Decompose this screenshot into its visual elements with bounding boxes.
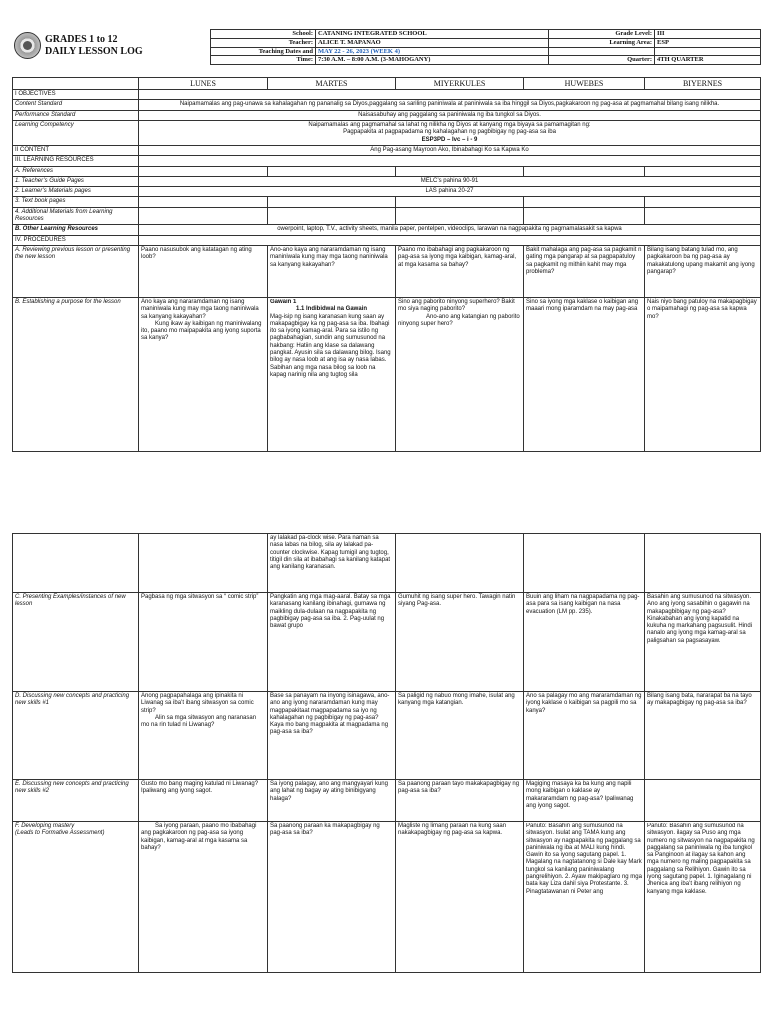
textbook-row — [13, 197, 761, 207]
procedure-a-huwebes: Bakit mahalaga ang pag-asa sa pagkamit n gating mga pangarap at sa pagpapatuloy sa pagkamit ng mithiin kahit may mga problema? — [524, 245, 645, 297]
content-label: II CONTENT — [13, 145, 139, 155]
procedure-d-biyernes: Bilang isang bata, nararapat ba na tayo ay makapagbigay ng pag-asa sa iba? — [645, 692, 761, 780]
procedure-f-miyerkules: Magliste ng limang paraan na kung saan nakakapagbigay ng pag-asa sa kapwa. — [396, 822, 524, 973]
quarter-label: Quarter: — [549, 56, 655, 65]
additional-materials-label: 4. Additional Materials from Learning Resources — [13, 207, 139, 225]
procedure-d-martes: Base sa panayam na inyong isinagawa, ano-ano ang iyong nararamdaman kung may magpapakitaat magpapadama sa iyo ng kahalagahan ng pagbibigay ng pag-asa? Kaya mo bang magpakita at magpadama ng pag-asa sa iba? — [268, 692, 396, 780]
procedure-e-row — [13, 780, 761, 822]
content-row — [13, 145, 761, 155]
header-info-table — [210, 29, 761, 65]
procedure-b-martes-continued: ay lalakad pa-clock wise. Para naman sa nasa labas na bilog, sila ay lalakad pa-counter clockwise. Kapag tumigil ang tugtog, titigil din sila at ibabahagi sa kanilang katapat ang kanilang karanasan. — [268, 534, 396, 593]
day-header-huwebes: HUWEBES — [524, 78, 645, 90]
procedure-e-label: E. Discussing new concepts and practicing new skills #2 — [13, 780, 139, 822]
teacher-value: ALICE T. MAPANAO — [316, 38, 549, 47]
procedure-f-martes: Sa paanong paraan ka makapagbigay ng pag-asa sa iba? — [268, 822, 396, 973]
procedure-d-miyerkules: Sa paligid ng nabuo mong imahe, isulat ang kanyang mga katangian. — [396, 692, 524, 780]
time-value: 7:30 A.M. – 8:00 A.M. (3-MAHOGANY) — [316, 56, 549, 65]
procedure-c-martes: Pangkatin ang mga mag-aaral. Batay sa mga karanasang kanilang ibinahagi, gumawa ng maikling dula-dulaan na nagpapakita ng pagbibigay pag-asa sa iba. 2. Pag-uulat ng bawat grupo — [268, 593, 396, 692]
objectives-label: I OBJECTIVES — [13, 90, 139, 100]
procedure-e-miyerkules: Sa paanong paraan tayo makakapagbigay ng pag-asa sa iba? — [396, 780, 524, 822]
procedure-b-label: B. Establishing a purpose for the lesson — [13, 297, 139, 451]
procedure-b-martes: Gawain 1 1.1 Indibidwal na Gawain Mag-isip ng isang karanasan kung saan ay makapagbigay ka ng pag-asa sa iba. Ibahagi ito sa iyong kamag-aral. Para sa istilo ng pagbabahagian, sundin ang sumusunod na hakbang: Hatiin ang klase sa dalawang pangkat. Ayusin sila sa dalawang bilog. Isang bilog ay nasa loob at ang isa ay nasa labas. Sabihan ang mga nasa bilog sa loob na kapag narinig nila ang tugtog sila — [268, 297, 396, 451]
day-header-lunes: LUNES — [139, 78, 268, 90]
procedure-b-huwebes: Sino sa iyong mga kaklase o kaibigan ang maaari mong iparamdam na may pag-asa — [524, 297, 645, 451]
day-header-martes: MARTES — [268, 78, 396, 90]
lesson-log-table — [12, 77, 761, 452]
procedure-f-biyernes: Panuto: Basahin ang sumusunod na sitwasyon. ilagay sa Puso ang mga numero ng sitwasyon na nagpapakita ng paggalang sa paniniwala ng iba tungkol sa Panginoon at ilagay sa kahon ang mga numero ng maling pagpapakita sa paggalang sa Relihiyon. Gawin ito sa iyong sagutang papel. 1. Iginagalang ni Jhenica ang iba’t ibang relihiyon ng kanyang mga kaklase. — [645, 822, 761, 973]
document-title — [45, 34, 143, 58]
other-resources-label: B. Other Learning Resources — [13, 225, 139, 235]
procedure-c-huwebes: Buuin ang liham na nagpapadama ng pag-asa para sa isang kaibigan na nasa evacuation (LM pp. 235). — [524, 593, 645, 692]
grade-level-label: Grade Level: — [549, 30, 655, 39]
day-header-miyerkules: MIYERKULES — [396, 78, 524, 90]
other-resources-row — [13, 225, 761, 235]
school-value: CATANING INTEGRATED SCHOOL — [316, 30, 549, 39]
time-label: Time: — [211, 56, 316, 65]
procedure-c-label: C. Presenting Examples/instances of new lesson — [13, 593, 139, 692]
competency-line-1: Naipamamalas ang pagmamahal sa lahat ng nilikha ng Diyos at kanyang mga biyaya sa pamamagitan ng: — [308, 122, 591, 129]
procedures-label: IV. PROCEDURES — [13, 235, 139, 245]
performance-standard-value: Naisasabuhay ang paggalang sa paniniwala ng iba tungkol sa Diyos. — [139, 110, 761, 120]
learners-materials-value: LAS pahina 20-27 — [139, 187, 761, 197]
day-header-biyernes: BIYERNES — [645, 78, 761, 90]
competency-value — [139, 121, 761, 146]
dates-value: MAY 22 - 26, 2023 (WEEK 4) — [316, 47, 549, 56]
procedure-a-lunes: Paano nasusubok ang katatagan ng ating loob? — [139, 245, 268, 297]
learning-area-label: Learning Area: — [549, 38, 655, 47]
lesson-log-page-1 — [12, 29, 760, 452]
competency-code: ESP3PD – Ivc – i - 9 — [421, 136, 478, 143]
references-label: A. References — [13, 166, 139, 176]
content-standard-value: Naipamamalas ang pag-unawa sa kahalagahan ng pananalig sa Diyos,paggalang sa sariling paniniwala at paniniwala sa iba hinggil sa Diyos,pagkakaroon ng pag-asa at pagmamahal bilang isang nilikha. — [139, 100, 761, 110]
procedure-c-biyernes: Basahin ang sumusunod na sitwasyon. Ano ang iyong sasabihin o gagawin na makapagbibigay ng pag-asa? Kinakabahan ang iyong kapatid na kukuha ng markahang pagsusulit. Hindi nanalo ang iyong mga kamag-aral sa paligsahan sa pagsasayaw. — [645, 593, 761, 692]
resources-label: III. LEARNING RESOURCES — [13, 156, 139, 166]
competency-label: Learning Competency — [13, 121, 139, 146]
procedure-f-lunes: Sa iyong paraan, paano mo ibabahagi ang pagkakaroon ng pag-asa sa iyong kaibigan, kamag-aral at mga kasama sa bahay? — [139, 822, 268, 973]
grade-level-value: III — [655, 30, 761, 39]
lesson-log-table-continued — [12, 533, 761, 973]
additional-materials-row — [13, 207, 761, 225]
title-line-1: GRADES 1 to 12 — [45, 34, 118, 45]
procedure-a-martes: Ano-ano kaya ang nararamdaman ng isang maniniwala kung may mga taong naniniwala sa kanyang kakayahan? — [268, 245, 396, 297]
procedure-c-lunes: Pagbasa ng mga sitwasyon sa “ comic strip” — [139, 593, 268, 692]
procedure-d-lunes: Anong pagpapahalaga ang ipinakita ni Liwanag sa iba’t ibang sitwasyon sa comic strip? Alin sa mga sitwasyon ang naranasan mo na rin tulad ni Liwanag? — [139, 692, 268, 780]
resources-row — [13, 156, 761, 166]
other-resources-value: owerpoint, laptop, T.V., activity sheets, manila paper, pentelpen, videoclips, larawan na nagpapakita ng pagmamalasakit sa kapwa — [139, 225, 761, 235]
procedure-d-huwebes: Ano sa palagay mo ang mararamdaman ng iyong kaklase o kaibigan sa pagpili mo sa kanya? — [524, 692, 645, 780]
procedure-e-lunes: Gusto mo bang maging katulad ni Liwanag? Ipaliwang ang iyong sagot. — [139, 780, 268, 822]
learners-materials-label: 2. Learner’s Materials pages — [13, 187, 139, 197]
performance-standard-row — [13, 110, 761, 120]
content-standard-label: Content Standard — [13, 100, 139, 110]
content-standard-row — [13, 100, 761, 110]
teacher-label: Teacher: — [211, 38, 316, 47]
day-header-row — [13, 78, 761, 90]
procedure-b-biyernes: Nais niyo bang patuloy na makapagbigay o maipamahagi ng pag-asa sa kapwa mo? — [645, 297, 761, 451]
quarter-value: 4TH QUARTER — [655, 56, 761, 65]
performance-standard-label: Performance Standard — [13, 110, 139, 120]
procedure-f-huwebes: Panuto: Basahin ang sumusunod na sitwasyon. Isulat ang TAMA kung ang sitwasyon ay nagpapakita ng paggalang sa paniniwala ng iba at MALI kung hindi. Gawin ito sa iyong sagutang papel. 1. Magalang na nagtatanong si Dale kay Mark tungkol sa kanilang paniniwalang pangrelihiyon. 2. Ayaw makipaglaro ng mga bata kay Liza dahil siya Protestante. 3. Pinagtatawanan ni Peter ang — [524, 822, 645, 973]
learners-materials-row — [13, 187, 761, 197]
lesson-log-page-2 — [12, 533, 760, 973]
procedure-b-continued-row — [13, 534, 761, 593]
procedure-a-biyernes: Bilang isang batang tulad mo, ang pagkakaroon ba ng pag-asa ay makakatulong upang makamit ang iyong pangarap? — [645, 245, 761, 297]
procedure-d-label: D. Discussing new concepts and practicing new skills #1 — [13, 692, 139, 780]
procedure-c-row — [13, 593, 761, 692]
procedure-a-row — [13, 245, 761, 297]
teachers-guide-label: 1. Teacher’s Guide Pages — [13, 176, 139, 186]
teachers-guide-value: MELC’s pahina 90-91 — [139, 176, 761, 186]
objectives-row — [13, 90, 761, 100]
procedure-e-martes: Sa iyong palagay, ano ang mangyayari kung ang lahat ng bagay ay ating binibigyang halaga? — [268, 780, 396, 822]
procedure-b-row — [13, 297, 761, 451]
procedure-b-miyerkules: Sino ang paborito ninyong superhero? Bakit mo siya naging paborito? Ano-ano ang katangian ng paborito ninyong super hero? — [396, 297, 524, 451]
textbook-label: 3. Text book pages — [13, 197, 139, 207]
procedure-a-miyerkules: Paano mo ibabahagi ang pagkakaroon ng pag-asa sa iyong mga kaibigan, kamag-aral, at mga kasama sa bahay? — [396, 245, 524, 297]
school-label: School: — [211, 30, 316, 39]
procedure-b-lunes: Ano kaya ang nararamdaman ng isang maniniwala kung may mga taong naniniwala sa kanyang kakayahan? Kung ikaw ay kaibigan ng maniniwalang ito, paano mo maipapakita ang iyong suporta sa kanya? — [139, 297, 268, 451]
procedure-d-row — [13, 692, 761, 780]
dates-label: Teaching Dates and — [211, 47, 316, 56]
procedure-a-label: A. Reviewing previous lesson or presenting the new lesson — [13, 245, 139, 297]
procedures-row — [13, 235, 761, 245]
procedure-f-row — [13, 822, 761, 973]
procedure-e-huwebes: Magiging masaya ka ba kung ang napili mong kaibigan o kaklase ay makararamdam ng pag-asa? Ipaliwanag ang iyong sagot. — [524, 780, 645, 822]
references-row — [13, 166, 761, 176]
competency-row — [13, 121, 761, 146]
competency-line-2: Pagpapakita at pagpapadama ng kahalagahan ng pagbibigay ng pag-asa sa iba — [343, 129, 556, 136]
title-line-2: DAILY LESSON LOG — [45, 46, 143, 57]
procedure-c-miyerkules: Gumuhit ng isang super hero. Tawagin natin siyang Pag-asa. — [396, 593, 524, 692]
procedure-f-label: F. Developing mastery (Leads to Formative Assessment) — [13, 822, 139, 973]
content-value: Ang Pag-asang Mayroon Ako, Ibinabahagi Ko sa Kapwa Ko — [139, 145, 761, 155]
learning-area-value: ESP — [655, 38, 761, 47]
deped-seal-logo — [14, 32, 41, 59]
teachers-guide-row — [13, 176, 761, 186]
